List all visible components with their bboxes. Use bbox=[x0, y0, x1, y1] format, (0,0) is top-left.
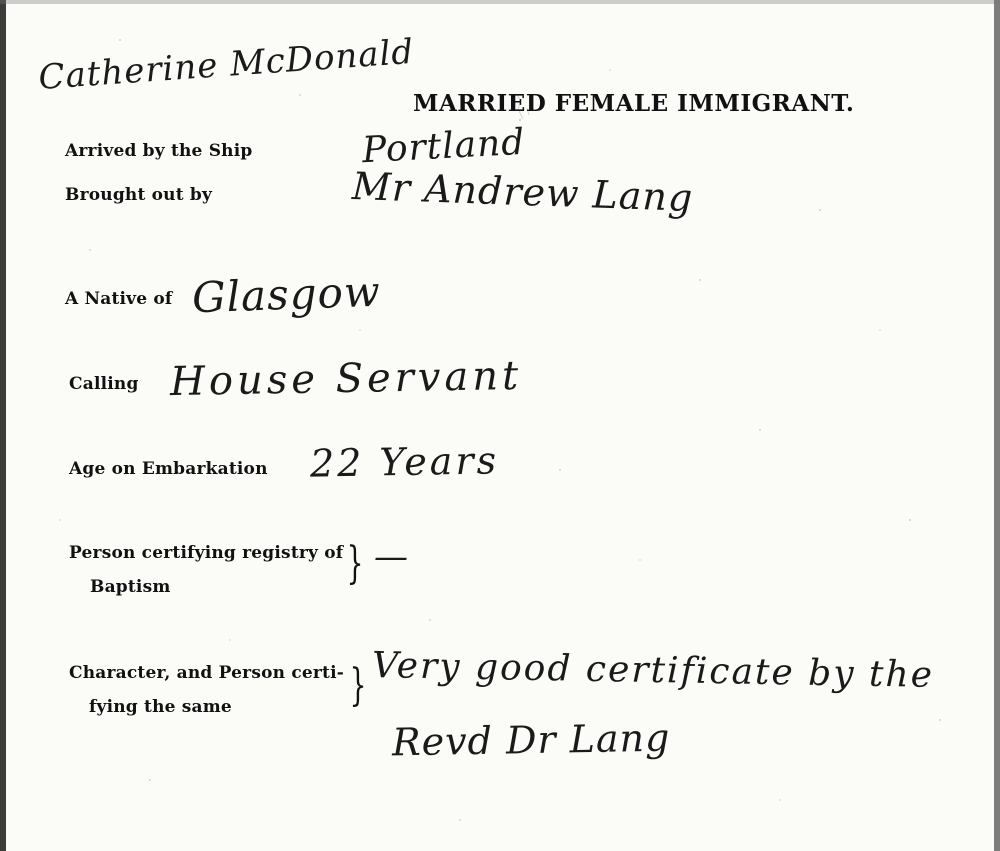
age-label: Age on Embarkation bbox=[69, 459, 268, 479]
ship-value: Portland bbox=[361, 121, 527, 172]
baptism-value: — bbox=[374, 537, 409, 577]
calling-value: House Servant bbox=[169, 352, 523, 406]
brought-out-label: Brought out by bbox=[65, 185, 213, 205]
page-title: MARRIED FEMALE IMMIGRANT. bbox=[413, 90, 855, 117]
baptism-label-line1: Person certifying registry of bbox=[69, 543, 344, 563]
native-value: Glasgow bbox=[191, 266, 382, 323]
character-label-line2: fying the same bbox=[89, 697, 232, 717]
native-label: A Native of bbox=[65, 289, 173, 309]
character-label-line1: Character, and Person certi- bbox=[69, 663, 345, 683]
character-value-line1: Very good certificate by the bbox=[371, 645, 935, 696]
calling-label: Calling bbox=[69, 374, 139, 394]
age-value: 22 Years bbox=[309, 438, 500, 486]
baptism-label-line2: Baptism bbox=[90, 577, 171, 597]
character-brace: } bbox=[349, 660, 367, 711]
ship-label: Arrived by the Ship bbox=[65, 141, 253, 161]
header-name: Catherine McDonald bbox=[37, 31, 416, 98]
character-value-line2: Revd Dr Lang bbox=[391, 715, 671, 765]
brought-out-value: Mr Andrew Lang bbox=[351, 164, 695, 220]
baptism-brace: } bbox=[346, 538, 364, 589]
